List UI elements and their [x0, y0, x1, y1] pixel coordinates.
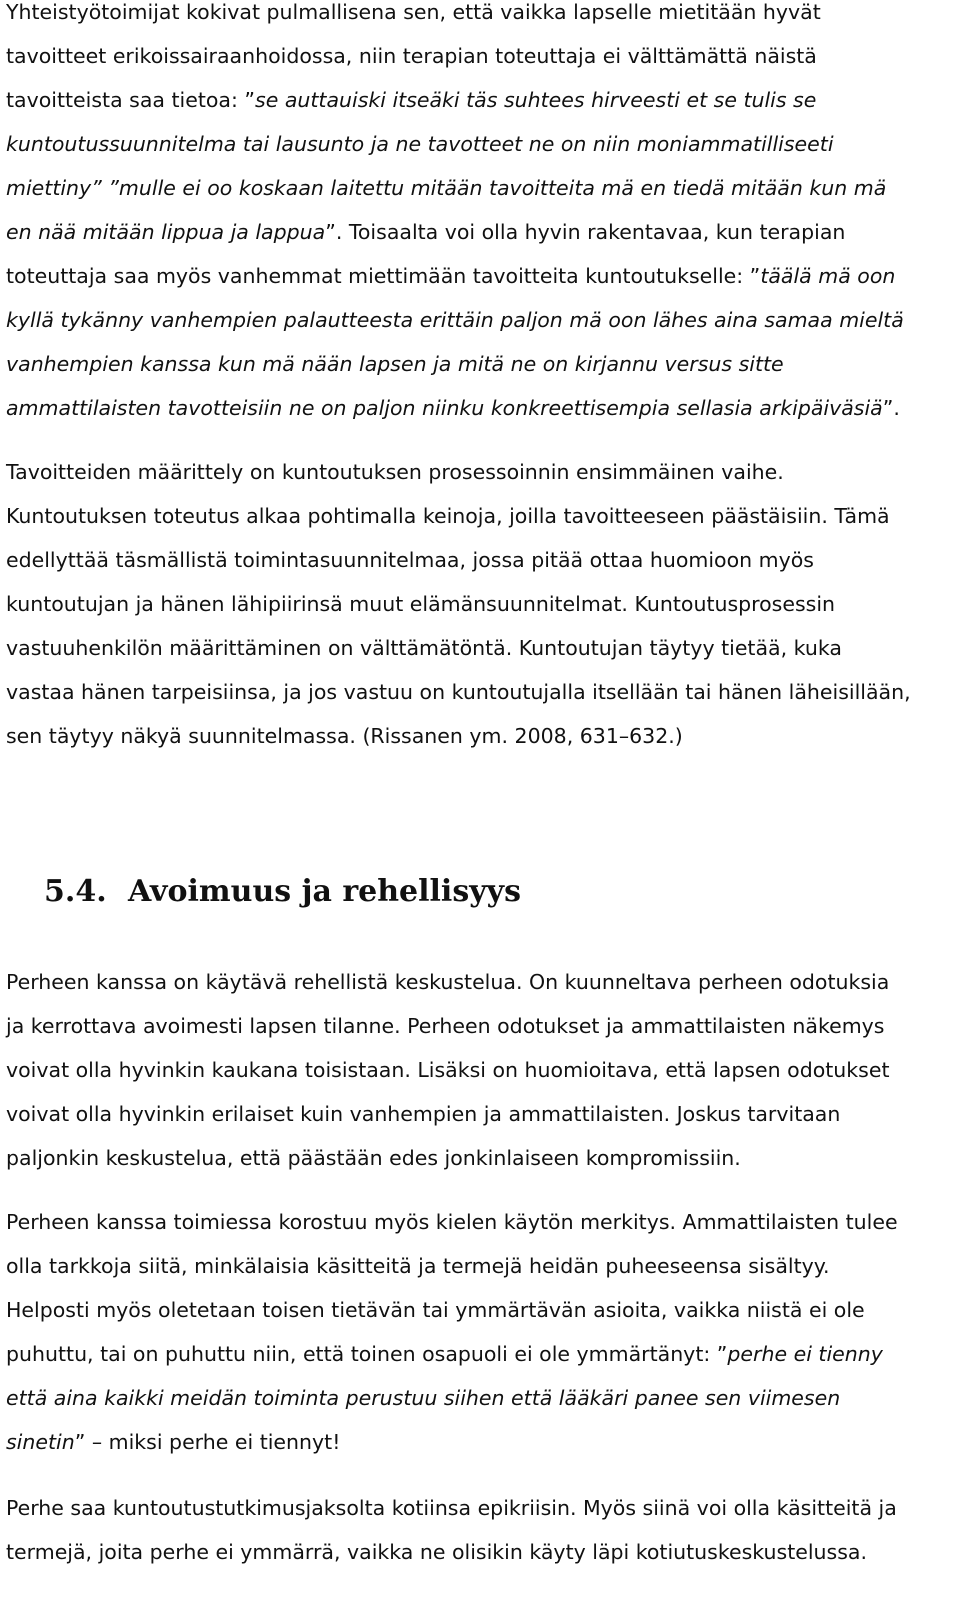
paragraph-language-use	[6, 1200, 898, 1464]
text-line: Perheen kanssa on käytävä rehellistä keskustelua. On kuunneltava perheen odotuksia	[6, 970, 890, 994]
text-line: paljonkin keskustelua, että päästään edes jonkinlaiseen kompromissiin.	[6, 1146, 741, 1170]
text-line: Perheen kanssa toimiessa korostuu myös kielen käytön merkitys. Ammattilaisten tulee	[6, 1210, 898, 1234]
section-title: Avoimuus ja rehellisyys	[128, 874, 521, 909]
paragraph-goal-definition	[6, 450, 911, 758]
quote-text: en nää mitään lippua ja lappua	[6, 220, 326, 244]
text-line: edellyttää täsmällistä toimintasuunnitelmaa, jossa pitää ottaa huomioon myös	[6, 548, 814, 572]
quote-line: vanhempien kanssa kun mä nään lapsen ja mitä ne on kirjannu versus sitte	[6, 352, 784, 376]
section-heading	[44, 872, 521, 912]
text-line: Helposti myös oletetaan toisen tietävän tai ymmärtävän asioita, vaikka niistä ei ole	[6, 1298, 865, 1322]
text-run: toteuttaja saa myös vanhemmat miettimään tavoitteita kuntoutukselle: ”	[6, 264, 761, 288]
text-line: kuntoutujan ja hänen lähipiirinsä muut elämänsuunnitelmat. Kuntoutusprosessin	[6, 592, 836, 616]
paragraph-honest-discussion	[6, 960, 889, 1180]
text-run: ”.	[882, 396, 900, 420]
text-line	[6, 1332, 898, 1376]
text-line	[6, 386, 904, 430]
quote-line: kuntoutussuunnitelma tai lausunto ja ne tavotteet ne on niin moniammatilliseeti	[6, 132, 834, 156]
text-line: vastaa hänen tarpeisiinsa, ja jos vastuu on kuntoutujalla itsellään tai hänen läheisillään,	[6, 680, 911, 704]
text-line	[6, 210, 904, 254]
text-line	[6, 1420, 898, 1464]
quote-line: kyllä tykänny vanhempien palautteesta erittäin paljon mä oon lähes aina samaa mieltä	[6, 308, 904, 332]
text-line	[6, 78, 904, 122]
quote-text: täälä mä oon	[760, 264, 896, 288]
text-line: Perhe saa kuntoutustutkimusjaksolta kotiinsa epikriisin. Myös siinä voi olla käsitteitä ja	[6, 1496, 897, 1520]
quote-text: ammattilaisten tavotteisiin ne on paljon niinku konkreettisempia sellasia arkipäiväsiä	[6, 396, 883, 420]
text-line: olla tarkkoja siitä, minkälaisia käsitteitä ja termejä heidän puheeseensa sisältyy.	[6, 1254, 830, 1278]
quote-line: että aina kaikki meidän toiminta perustuu siihen että lääkäri panee sen viimesen	[6, 1386, 841, 1410]
text-run: ”. Toisaalta voi olla hyvin rakentavaa, kun terapian	[325, 220, 846, 244]
paragraph-cooperation-goals	[6, 0, 904, 430]
text-line: tavoitteet erikoissairaanhoidossa, niin terapian toteuttaja ei välttämättä näistä	[6, 44, 817, 68]
text-run: tavoitteista saa tietoa: ”	[6, 88, 256, 112]
text-line	[6, 254, 904, 298]
text-run: ” – miksi perhe ei tiennyt!	[74, 1430, 341, 1454]
quote-text: perhe ei tienny	[727, 1342, 883, 1366]
text-line: sen täytyy näkyä suunnitelmassa. (Rissanen ym. 2008, 631–632.)	[6, 724, 683, 748]
paragraph-epicrisis	[6, 1486, 897, 1574]
quote-text: se auttauiski itseäki täs suhtees hirveesti et se tulis se	[255, 88, 817, 112]
text-line: voivat olla hyvinkin erilaiset kuin vanhempien ja ammattilaisten. Joskus tarvitaan	[6, 1102, 841, 1126]
text-line: voivat olla hyvinkin kaukana toisistaan. Lisäksi on huomioitava, että lapsen odotukset	[6, 1058, 890, 1082]
text-line: Yhteistyötoimijat kokivat pulmallisena sen, että vaikka lapselle mietitään hyvät	[6, 0, 821, 24]
text-line: ja kerrottava avoimesti lapsen tilanne. Perheen odotukset ja ammattilaisten näkemys	[6, 1014, 885, 1038]
quote-line: miettiny” ”mulle ei oo koskaan laitettu mitään tavoitteita mä en tiedä mitään kun mä	[6, 176, 887, 200]
text-line: Tavoitteiden määrittely on kuntoutuksen prosessoinnin ensimmäinen vaihe.	[6, 460, 784, 484]
text-line: vastuuhenkilön määrittäminen on välttämätöntä. Kuntoutujan täytyy tietää, kuka	[6, 636, 842, 660]
text-line: termejä, joita perhe ei ymmärrä, vaikka ne olisikin käyty läpi kotiutuskeskustelussa.	[6, 1540, 867, 1564]
text-line: Kuntoutuksen toteutus alkaa pohtimalla keinoja, joilla tavoitteeseen päästäisiin. Tämä	[6, 504, 890, 528]
quote-text: sinetin	[6, 1430, 75, 1454]
section-number: 5.4.	[44, 874, 107, 909]
text-run: puhuttu, tai on puhuttu niin, että toinen osapuoli ei ole ymmärtänyt: ”	[6, 1342, 728, 1366]
